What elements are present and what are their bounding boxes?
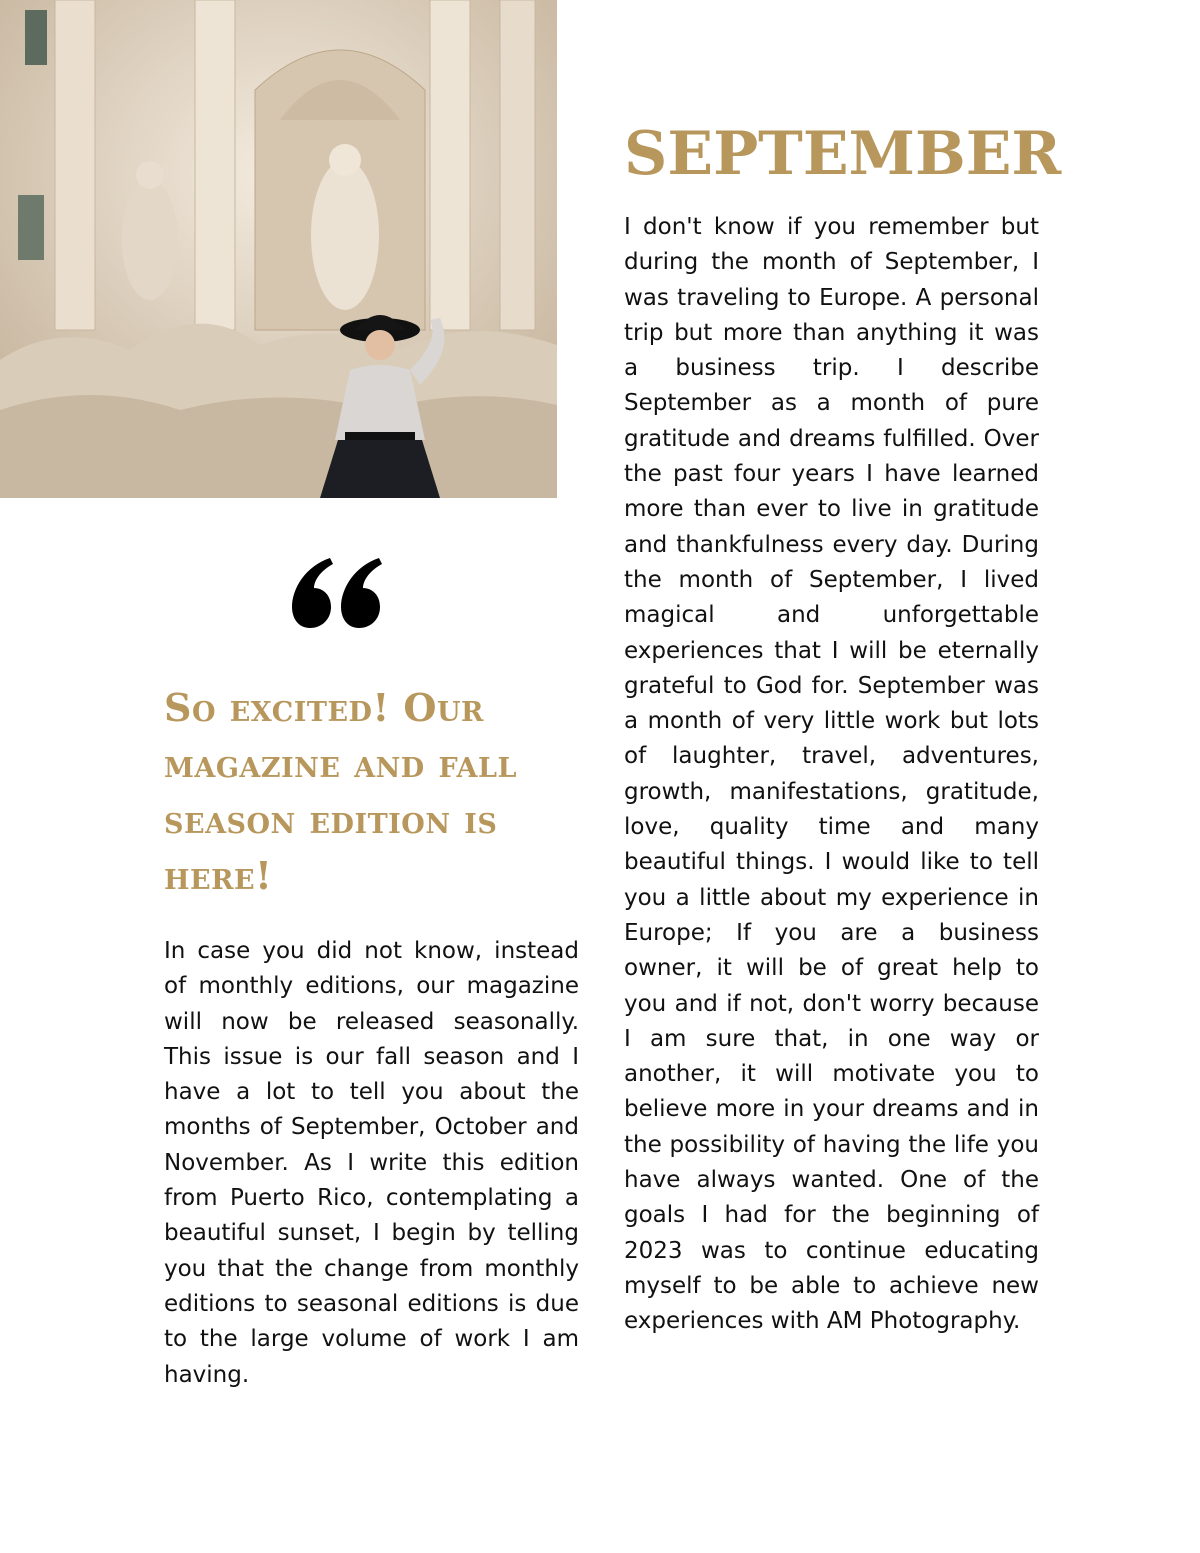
fountain-photo-illustration [0,0,557,498]
section-body-paragraph: I don't know if you remember but during the month of September, I was traveling to Europe. A personal trip but more than anything it was a business trip. I describe September as a month of pure gratitude and dreams fulfilled. Over the past four years I have learned more than ever to live in gratitude and thankfulness every day. During the month of September, I lived magical and unforgettable experiences that I will be eternally grateful to God for. September was a month of very little work but lots of laughter, travel, adventures, growth, manifestations, gratitude, love, quality time and many beautiful things. I would like to tell you a little about my experience in Europe; If you are a business owner, it will be of great help to you and if not, don't worry because I am sure that, in one way or another, it will motivate you to believe more in your dreams and in the possibility of having the life you have always wanted. One of the goals I had for the beginning of 2023 was to continue educating myself to be able to achieve new experiences with AM Photography. [624,214,1039,1335]
intro-paragraph: In case you did not know, instead of monthly editions, our magazine will now be released seasonally. This issue is our fall season and I have a lot to tell you about the months of September, October and November. As I write this edition from Puerto Rico, contemplating a beautiful sunset, I begin by telling you that the change from monthly editions to seasonal editions is due to the large volume of work I am having. [164,938,579,1388]
quotation-mark-icon [290,556,382,628]
section-heading: SEPTEMBER [624,119,1062,189]
cover-photo [0,0,557,498]
pull-quote-heading: So excited! Our magazine and fall season edition is here! [164,685,517,898]
